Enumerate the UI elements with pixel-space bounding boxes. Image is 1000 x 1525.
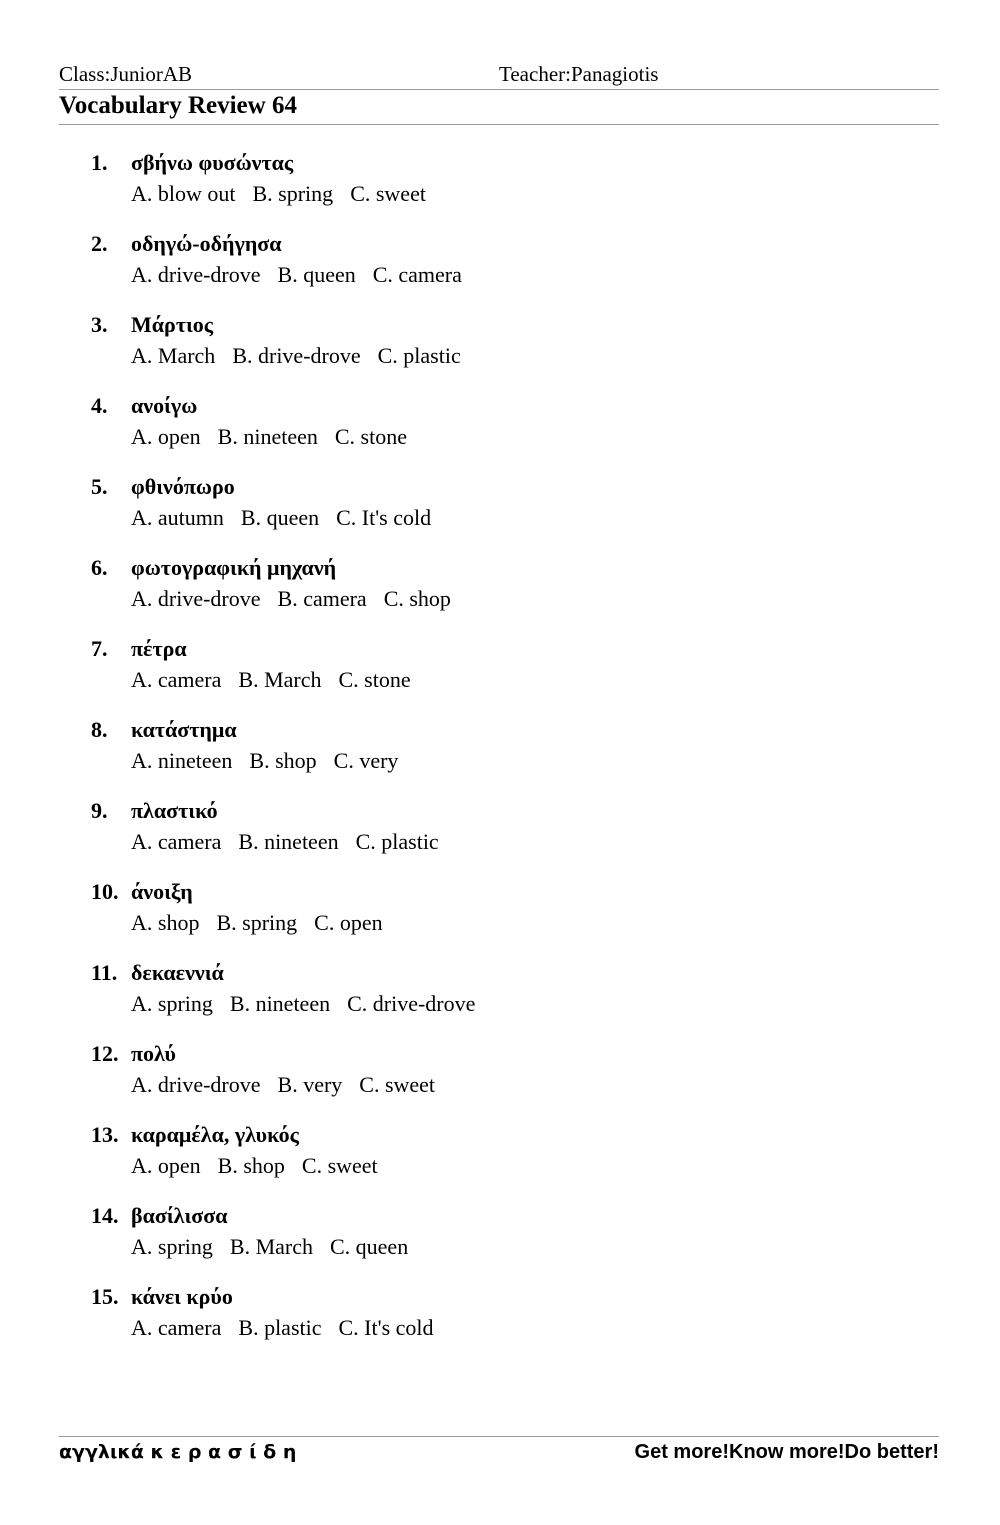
question-number: 6. (91, 555, 108, 580)
answer-options (131, 262, 479, 288)
answer-options (131, 1153, 395, 1179)
answer-option[interactable]: B. drive-drove (232, 343, 361, 368)
answer-option[interactable]: C. queen (329, 1234, 409, 1259)
question-item (0, 958, 1000, 1039)
answer-option[interactable]: C. camera (372, 262, 462, 287)
question-item (0, 796, 1000, 877)
question-word: σβήνω φυσώντας (131, 150, 294, 175)
answer-option[interactable]: A. open (131, 1153, 201, 1178)
question-number: 4. (91, 393, 108, 418)
answer-option[interactable]: B. camera (277, 586, 367, 611)
answer-options (131, 910, 400, 936)
question-number: 12. (91, 1041, 119, 1066)
question-word: καραμέλα, γλυκός (131, 1122, 299, 1147)
answer-option[interactable]: C. sweet (350, 181, 426, 206)
answer-option[interactable]: A. camera (131, 829, 222, 854)
answer-option[interactable]: A. drive-drove (131, 1072, 261, 1097)
question-item (0, 148, 1000, 229)
answer-option[interactable]: C. sweet (359, 1072, 436, 1097)
answer-option[interactable]: A. spring (131, 1234, 213, 1259)
answer-options (131, 586, 468, 612)
question-item (0, 715, 1000, 796)
question-number: 1. (91, 150, 108, 175)
question-item (0, 634, 1000, 715)
question-number: 13. (91, 1122, 119, 1147)
question-word: βασίλισσα (131, 1203, 228, 1228)
answer-option[interactable]: A. camera (131, 667, 222, 692)
answer-option[interactable]: B. March (229, 1234, 313, 1259)
question-word: κατάστημα (131, 717, 237, 742)
question-item (0, 553, 1000, 634)
question-word: δεκαεννιά (131, 960, 224, 985)
answer-options (131, 991, 492, 1017)
question-word: άνοιξη (131, 879, 193, 904)
question-number: 10. (91, 879, 119, 904)
question-item (0, 1120, 1000, 1201)
answer-option[interactable]: C. stone (334, 424, 407, 449)
question-word: κάνει κρύο (131, 1284, 233, 1309)
answer-option[interactable]: C. open (314, 910, 383, 935)
question-number: 14. (91, 1203, 119, 1228)
answer-option[interactable]: C. sweet (301, 1153, 378, 1178)
question-word: οδηγώ-οδήγησα (131, 231, 282, 256)
question-number: 3. (91, 312, 108, 337)
question-word: πλαστικό (131, 798, 218, 823)
answer-option[interactable]: B. queen (240, 505, 320, 530)
answer-option[interactable]: A. nineteen (131, 748, 233, 773)
answer-option[interactable]: A. blow out (131, 181, 236, 206)
answer-option[interactable]: C. It's cold (336, 505, 432, 530)
answer-option[interactable]: B. shop (217, 1153, 285, 1178)
answer-option[interactable]: B. spring (216, 910, 298, 935)
answer-option[interactable]: C. plastic (377, 343, 461, 368)
answer-option[interactable]: B. very (277, 1072, 343, 1097)
answer-option[interactable]: A. drive-drove (131, 586, 261, 611)
answer-option[interactable]: B. spring (252, 181, 334, 206)
question-item (0, 391, 1000, 472)
question-number: 8. (91, 717, 108, 742)
question-number: 9. (91, 798, 108, 823)
answer-option[interactable]: A. March (131, 343, 216, 368)
teacher-label: Teacher:Panagiotis (499, 62, 659, 86)
footer-divider (59, 1436, 939, 1437)
question-word: πέτρα (131, 636, 187, 661)
question-item (0, 1039, 1000, 1120)
question-number: 5. (91, 474, 108, 499)
question-word: πολύ (131, 1041, 176, 1066)
question-word: φωτογραφική μηχανή (131, 555, 337, 580)
question-word: φθινόπωρο (131, 474, 235, 499)
worksheet-header (59, 62, 939, 90)
answer-options (131, 667, 428, 693)
question-item (0, 1282, 1000, 1363)
answer-option[interactable]: C. shop (383, 586, 451, 611)
answer-option[interactable]: C. stone (338, 667, 411, 692)
answer-option[interactable]: B. plastic (238, 1315, 322, 1340)
answer-option[interactable]: A. camera (131, 1315, 222, 1340)
answer-option[interactable]: A. autumn (131, 505, 224, 530)
question-number: 2. (91, 231, 108, 256)
answer-option[interactable]: C. drive-drove (347, 991, 476, 1016)
question-list (0, 148, 1000, 1363)
page-title: Vocabulary Review 64 (59, 92, 297, 119)
question-item (0, 472, 1000, 553)
answer-option[interactable]: B. nineteen (238, 829, 339, 854)
answer-option[interactable]: B. nineteen (229, 991, 331, 1016)
answer-option[interactable]: B. nineteen (217, 424, 318, 449)
answer-options (131, 1315, 451, 1341)
class-label: Class:JuniorAB (59, 62, 193, 86)
question-word: ανοίγω (131, 393, 198, 418)
question-word: Μάρτιος (131, 312, 214, 337)
answer-option[interactable]: A. shop (131, 910, 200, 935)
question-item (0, 1201, 1000, 1282)
answer-options (131, 505, 448, 531)
answer-options (131, 1234, 425, 1260)
answer-options (131, 424, 424, 450)
answer-option[interactable]: B. queen (277, 262, 356, 287)
answer-option[interactable]: B. March (238, 667, 322, 692)
footer-slogan: Get more!Know more!Do better! (634, 1441, 939, 1463)
question-number: 15. (91, 1284, 119, 1309)
answer-option[interactable]: C. plastic (355, 829, 439, 854)
question-number: 7. (91, 636, 108, 661)
answer-options (131, 829, 456, 855)
answer-option[interactable]: A. drive-drove (131, 262, 261, 287)
answer-options (131, 181, 443, 207)
question-item (0, 310, 1000, 391)
title-row (59, 92, 939, 125)
answer-options (131, 748, 415, 774)
answer-option[interactable]: A. open (131, 424, 201, 449)
answer-option[interactable]: A. spring (131, 991, 213, 1016)
answer-option[interactable]: B. shop (249, 748, 317, 773)
answer-option[interactable]: C. It's cold (338, 1315, 434, 1340)
answer-options (131, 343, 478, 369)
question-item (0, 229, 1000, 310)
footer-brand: αγγλικά κ ε ρ α σ ί δ η (59, 1441, 297, 1463)
answer-options (131, 1072, 452, 1098)
question-item (0, 877, 1000, 958)
answer-option[interactable]: C. very (333, 748, 399, 773)
question-number: 11. (91, 960, 118, 985)
